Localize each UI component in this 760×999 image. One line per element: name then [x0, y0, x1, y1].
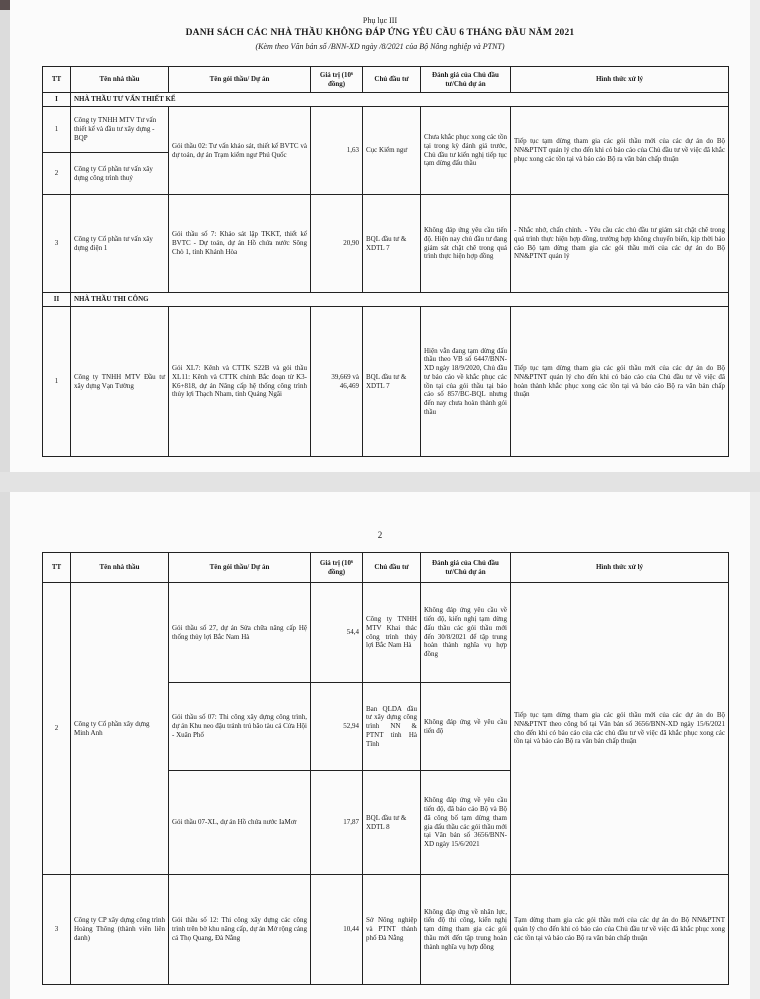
row-investor: BQL đầu tư & XDTL 7 [363, 195, 421, 293]
row-evaluation: Không đáp ứng yêu cầu tiến độ. Hiện nay chủ đầu tư đang giám sát chặt chẽ trong quá trình thực hiện hợp đồng [421, 195, 511, 293]
header-value: Giá trị (10⁶ đồng) [311, 553, 363, 583]
row-evaluation: Không đáp ứng về yêu cầu tiến độ [421, 683, 511, 771]
row-evaluation: Không đáp ứng yêu cầu về tiến độ, kiến nghị tạm dừng đấu thầu các gói thầu mới đến 30/8/2021 để tập trung hoàn thành nghĩa vụ hợp đồng [421, 583, 511, 683]
header-package: Tên gói thầu/ Dự án [169, 67, 311, 93]
row-value: 10,44 [311, 875, 363, 985]
row-value: 54,4 [311, 583, 363, 683]
row-tt: 2 [43, 153, 71, 195]
header-evaluation: Đánh giá của Chủ đầu tư/Chủ dự án [421, 553, 511, 583]
row-tt: 2 [43, 583, 71, 875]
row-investor: Cục Kiểm ngư [363, 107, 421, 195]
row-package: Gói thầu số 07: Thi công xây dựng công trình, dự án Khu neo đậu tránh trú bão tàu cá Cửa Hội - Xuân Phổ [169, 683, 311, 771]
table-row [43, 307, 729, 457]
table-row [43, 875, 729, 985]
row-tt: 1 [43, 107, 71, 153]
table-row [43, 195, 729, 293]
row-package: Gói thầu 02: Tư vấn khảo sát, thiết kế BVTC và dự toán, dự án Trạm kiểm ngư Phú Quốc [169, 107, 311, 195]
row-value: 1,63 [311, 107, 363, 195]
section-row-1 [43, 93, 729, 107]
header-investor: Chủ đầu tư [363, 553, 421, 583]
section-title: NHÀ THẦU TƯ VẤN THIẾT KẾ [71, 93, 729, 107]
contractor-table-page-1 [42, 66, 729, 457]
row-package: Gói thầu 07-XL, dự án Hồ chứa nước IaMơr [169, 771, 311, 875]
header-tt: TT [43, 553, 71, 583]
viewer-left-margin [0, 0, 10, 999]
section-number: II [43, 293, 71, 307]
header-package: Tên gói thầu/ Dự án [169, 553, 311, 583]
appendix-label: Phụ lục III [362, 16, 398, 25]
row-investor: BQL đầu tư & XDTL 8 [363, 771, 421, 875]
row-handling: Tiếp tục tạm dừng tham gia các gói thầu mới của các dự án do Bộ NN&PTNT quản lý cho đến khi có báo cáo của Chủ đầu tư về việc đã hoàn thành khắc phục xong các tồn tại và báo cáo Bộ ra văn bản chấp thuận [511, 307, 729, 457]
section-title: NHÀ THẦU THI CÔNG [71, 293, 729, 307]
row-package: Gói XL7: Kênh và CTTK S22B và gói thầu XL11: Kênh và CTTK chính Bắc đoạn từ K3-K6+818, dự án Nâng cấp hệ thống công trình thủy lợi Thạch Nham, tỉnh Quảng Ngãi [169, 307, 311, 457]
row-contractor: Công ty CP xây dựng công trình Hoàng Thông (thành viên liên danh) [71, 875, 169, 985]
header-tt: TT [43, 67, 71, 93]
row-evaluation: Chưa khắc phục xong các tồn tại trong kỳ đánh giá trước, Chủ đầu tư kiến nghị tiếp tục tạm dừng đấu thầu [421, 107, 511, 195]
row-tt: 3 [43, 195, 71, 293]
row-handling: Tạm dừng tham gia các gói thầu mới của các dự án do Bộ NN&PTNT quản lý cho đến khi có báo cáo của Chủ đầu tư về việc đã khắc phục xong các tồn tại và báo cáo Bộ ra văn bản chấp thuận [511, 875, 729, 985]
row-evaluation: Không đáp ứng về yêu cầu tiến độ, đã báo cáo Bộ và Bộ đã công bố tạm dừng tham gia đấu thầu các gói thầu mới tại Văn bản số 3656/BNN-XD ngày 15/6/2021 [421, 771, 511, 875]
row-value: 20,90 [311, 195, 363, 293]
header-contractor: Tên nhà thầu [71, 553, 169, 583]
header-handling: Hình thức xử lý [511, 67, 729, 93]
row-contractor: Công ty TNHH MTV Tư vấn thiết kế và đầu tư xây dựng - BQP [71, 107, 169, 153]
row-contractor: Công ty Cổ phần tư vấn xây dựng điện 1 [71, 195, 169, 293]
document-subtitle: (Kèm theo Văn bản số /BNN-XD ngày /8/2021 của Bộ Nông nghiệp và PTNT) [255, 42, 505, 51]
row-contractor: Công ty Cổ phần tư vấn xây dựng công trình thuỷ [71, 153, 169, 195]
document-page-1 [10, 0, 750, 472]
row-evaluation: Hiện vẫn đang tạm dừng đấu thầu theo VB số 6447/BNN-XD ngày 18/9/2020, Chủ đầu tư báo cáo về khắc phục các tồn tại của gói thầu tại báo cáo số 857/BC-BQL nhưng đến nay chưa hoàn thành gói thầu [421, 307, 511, 457]
page-number: 2 [377, 530, 383, 540]
table-row [43, 107, 729, 153]
table-header-row [43, 67, 729, 93]
document-title: DANH SÁCH CÁC NHÀ THẦU KHÔNG ĐÁP ỨNG YÊU CẦU 6 THÁNG ĐẦU NĂM 2021 [185, 28, 575, 38]
row-tt: 1 [43, 307, 71, 457]
row-value: 17,87 [311, 771, 363, 875]
header-contractor: Tên nhà thầu [71, 67, 169, 93]
row-package: Gói thầu số 7: Khảo sát lập TKKT, thiết kế BVTC - Dự toán, dự án Hồ chứa nước Sông Chò 1, tỉnh Khánh Hòa [169, 195, 311, 293]
table-header-row [43, 553, 729, 583]
contractor-table-page-2 [42, 552, 729, 985]
row-investor: Công ty TNHH MTV Khai thác công trình thủy lợi Bắc Nam Hà [363, 583, 421, 683]
row-investor: Ban QLDA đầu tư xây dựng công trình NN & PTNT tỉnh Hà Tĩnh [363, 683, 421, 771]
row-evaluation: Không đáp ứng về nhân lực, tiến độ thi công, kiến nghị tạm dừng tham gia các gói thầu mới đến tập trung hoàn thành nghĩa vụ hợp đồng [421, 875, 511, 985]
header-value: Giá trị (10⁶ đồng) [311, 67, 363, 93]
row-investor: BQL đầu tư & XDTL 7 [363, 307, 421, 457]
row-contractor: Công ty Cổ phần xây dựng Minh Anh [71, 583, 169, 875]
table-row [43, 583, 729, 683]
row-value: 52,94 [311, 683, 363, 771]
section-number: I [43, 93, 71, 107]
page-separator [0, 472, 760, 492]
row-handling: - Nhắc nhở, chấn chỉnh. - Yêu cầu các chủ đầu tư giám sát chặt chẽ trong quá trình thực hiện hợp đồng, trường hợp không chuyển biến, kịp thời báo cáo Bộ tạm dừng tham gia các gói thầu mới của các dự án do Bộ NN&PTNT quản lý [511, 195, 729, 293]
row-investor: Sở Nông nghiệp và PTNT thành phố Đà Nẵng [363, 875, 421, 985]
header-investor: Chủ đầu tư [363, 67, 421, 93]
row-value: 39,669 và 46,469 [311, 307, 363, 457]
section-row-2 [43, 293, 729, 307]
row-package: Gói thầu số 12: Thi công xây dựng các công trình trên bờ khu nâng cấp, dự án Mở rộng cảng cá Thọ Quang, Đà Nẵng [169, 875, 311, 985]
row-package: Gói thầu số 27, dự án Sửa chữa nâng cấp Hệ thống thủy lợi Bắc Nam Hà [169, 583, 311, 683]
header-evaluation: Đánh giá của Chủ đầu tư/Chủ dự án [421, 67, 511, 93]
row-handling: Tiếp tục tạm dừng tham gia các gói thầu mới của các dự án do Bộ NN&PTNT quản lý cho đến khi có báo cáo của Chủ đầu tư về việc đã khắc phục xong các tồn tại và báo cáo Bộ ra văn bản chấp thuận [511, 107, 729, 195]
header-handling: Hình thức xử lý [511, 553, 729, 583]
row-contractor: Công ty TNHH MTV Đầu tư xây dựng Vạn Tường [71, 307, 169, 457]
row-handling: Tiếp tục tạm dừng tham gia các gói thầu mới của các dự án do Bộ NN&PTNT theo công bố tại Văn bản số 3656/BNN-XD ngày 15/6/2021 cho đến khi có báo cáo của các chủ đầu tư về việc đã khắc phục xong các tồn tại và báo cáo Bộ ra văn bản chấp thuận [511, 583, 729, 875]
row-tt: 3 [43, 875, 71, 985]
document-page-2 [10, 492, 750, 999]
